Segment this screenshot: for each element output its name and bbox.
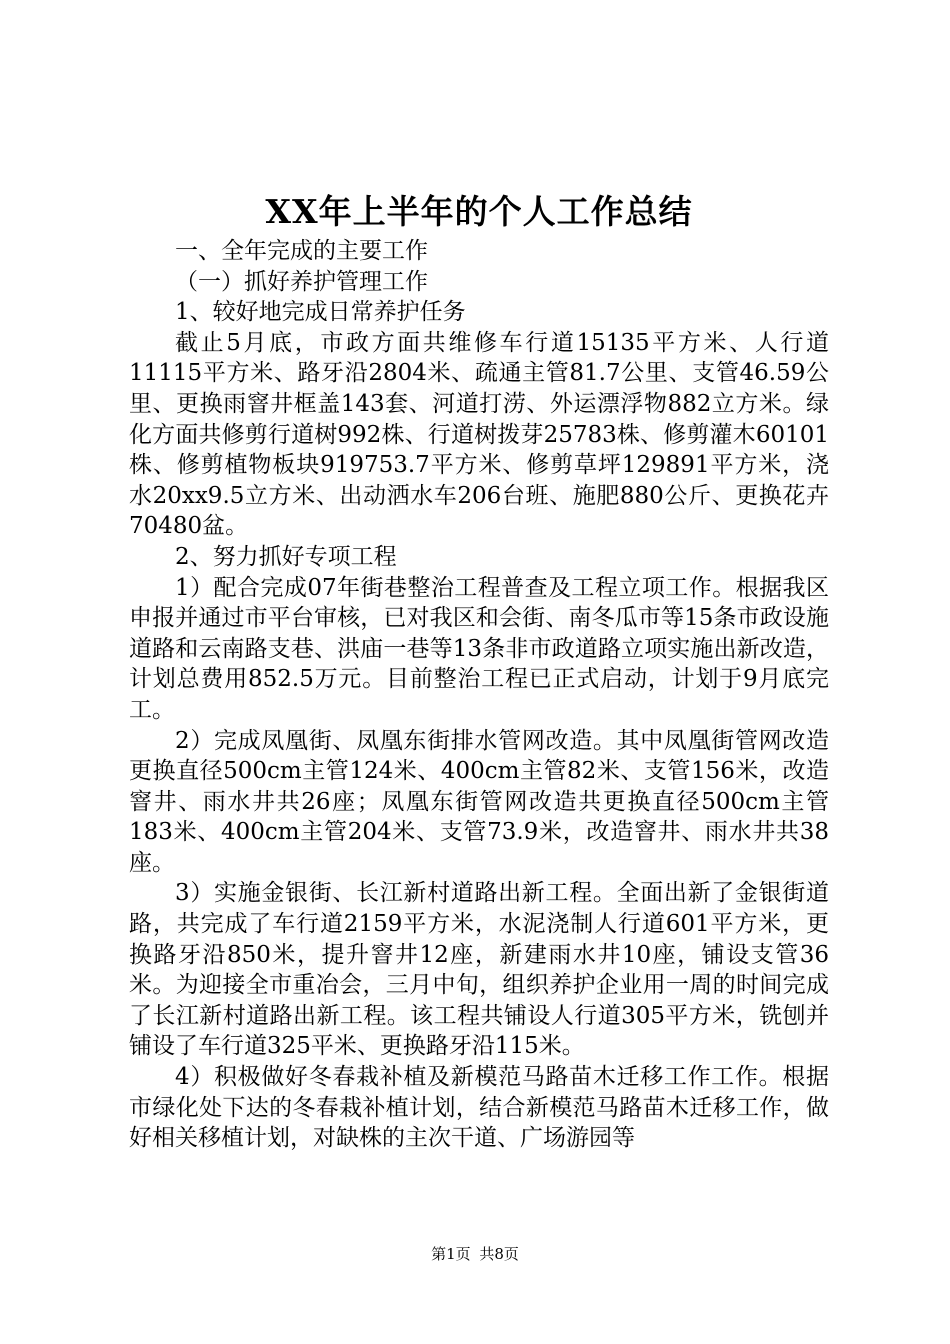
- paragraph-maintenance-stats: 截止5月底，市政方面共维修车行道15135平方米、人行道11115平方米、路牙沿2804米、疏通主管81.7公里、支管46.59公里、更换雨窨井框盖143套、河道打涝、外运漂浮物882立方米。绿化方面共修剪行道树992株、行道树拨芽25783株、修剪灌木60101株、修剪植物板块919753.7平方米、修剪草坪129891平方米，浇水20xx9.5立方米、出动洒水车206台班、施肥880公斤、更换花卉70480盆。: [129, 329, 829, 540]
- item-heading-daily-maintenance: 1、较好地完成日常养护任务: [175, 299, 466, 326]
- subsection-heading: （一）抓好养护管理工作: [175, 268, 428, 295]
- item-heading-special-projects: 2、努力抓好专项工程: [175, 543, 397, 570]
- paragraph-project-1: 1）配合完成07年街巷整治工程普查及工程立项工作。根据我区申报并通过市平台审核，已对我区和会街、南冬瓜市等15条市政设施道路和云南路支巷、洪庙一巷等13条非市政道路立项实施出新改造，计划总费用852.5万元。目前整治工程已正式启动，计划于9月底完工。: [129, 574, 829, 723]
- paragraph-project-2: 2）完成凤凰街、凤凰东街排水管网改造。其中凤凰街管网改造更换直径500cm主管124米、400cm主管82米、支管156米，改造窨井、雨水井共26座；凤凰东街管网改造共更换直径500cm主管183米、400cm主管204米、支管73.9米，改造窨井、雨水井共38座。: [129, 727, 829, 876]
- paragraph-project-3: 3）实施金银街、长江新村道路出新工程。全面出新了金银街道路，共完成了车行道2159平方米，水泥浇制人行道601平方米，更换路牙沿850米，提升窨井12座，新建雨水井10座，铺设支管36米。为迎接全市重冶会，三月中旬，组织养护企业用一周的时间完成了长江新村道路出新工程。该工程共铺设人行道305平方米，铣刨并铺设了车行道325平米、更换路牙沿115米。: [129, 880, 829, 1060]
- document-title: XX年上半年的个人工作总结: [265, 192, 693, 231]
- document-body: [129, 190, 829, 1154]
- paragraph-project-4: 4）积极做好冬春栽补植及新模范马路苗木迁移工作工作。根据市绿化处下达的冬春栽补植计划，结合新模范马路苗木迁移工作，做好相关移植计划，对缺株的主次干道、广场游园等: [129, 1064, 829, 1152]
- page-total: 共8页: [479, 1245, 519, 1263]
- page-number: 第1页: [431, 1245, 471, 1263]
- section-heading: 一、全年完成的主要工作: [175, 238, 428, 264]
- page-footer: [0, 1244, 950, 1264]
